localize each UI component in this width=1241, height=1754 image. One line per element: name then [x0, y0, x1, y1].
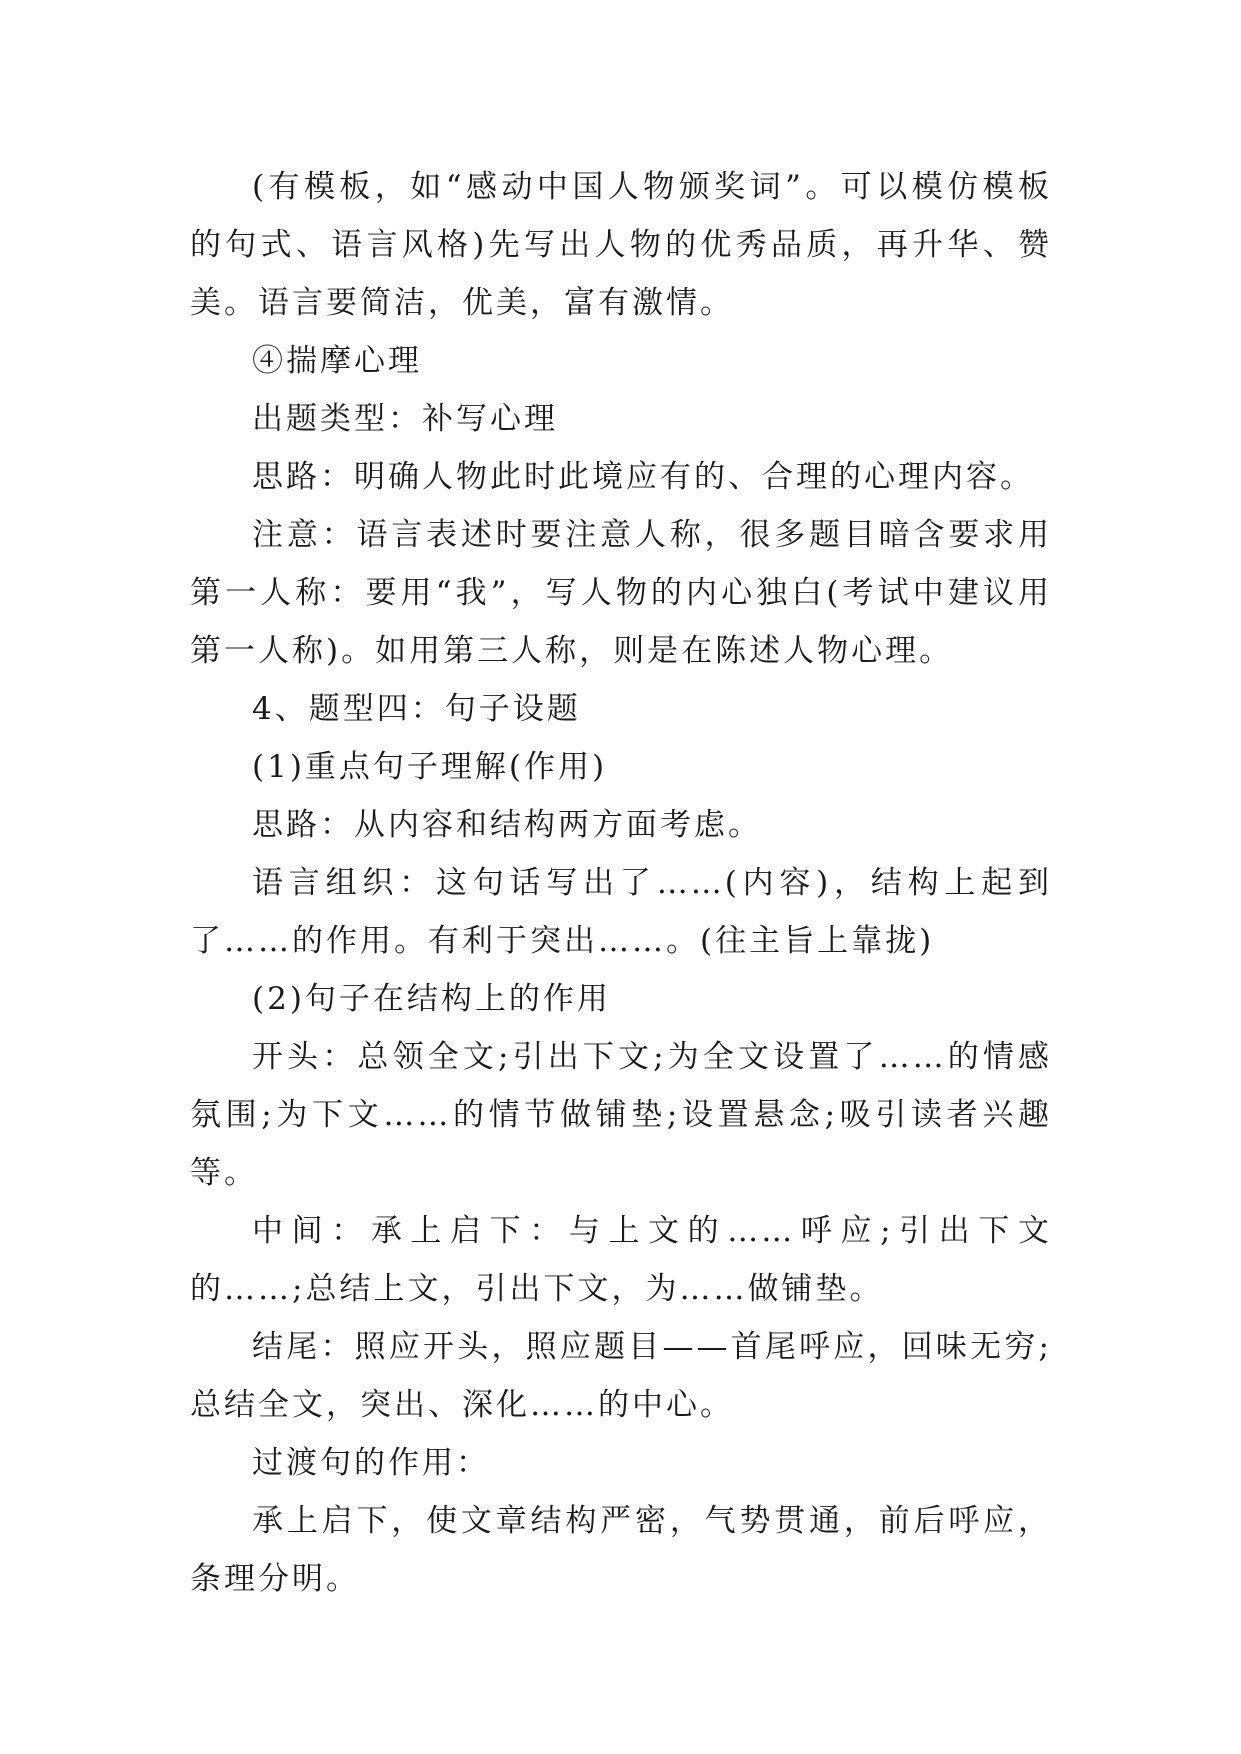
- paragraph-middle: 中间：承上启下：与上文的……呼应;引出下文的……;总结上文，引出下文，为……做铺垫。: [190, 1213, 1052, 1307]
- paragraph-heading-psychology: ④揣摩心理: [252, 343, 422, 379]
- paragraph-question-type: 出题类型：补写心理: [252, 401, 558, 437]
- paragraph-opening: 开头：总领全文;引出下文;为全文设置了……的情感氛围;为下文……的情节做铺垫;设置悬念;吸引读者兴趣等。: [190, 1039, 1052, 1191]
- paragraph-note-person: 注意：语言表述时要注意人称，很多题目暗含要求用第一人称：要用“我”，写人物的内心独白(考试中建议用第一人称)。如用第三人称，则是在陈述人物心理。: [190, 517, 1052, 669]
- paragraph-heading-key-sentence: (1)重点句子理解(作用): [252, 749, 608, 785]
- paragraph-approach: 思路：明确人物此时此境应有的、合理的心理内容。: [252, 459, 1034, 495]
- paragraph-heading-type-four: 4、题型四：句子设题: [252, 691, 581, 727]
- document-body: [190, 158, 1052, 1608]
- paragraph-template-intro: (有模板，如“感动中国人物颁奖词”。可以模仿模板的句式、语言风格)先写出人物的优秀品质，再升华、赞美。语言要简洁，优美，富有激情。: [190, 169, 1052, 321]
- paragraph-transition-role: 承上启下，使文章结构严密，气势贯通，前后呼应，条理分明。: [190, 1503, 1052, 1597]
- paragraph-approach-content-structure: 思路：从内容和结构两方面考虑。: [252, 807, 762, 843]
- paragraph-ending: 结尾：照应开头，照应题目——首尾呼应，回味无穷;总结全文，突出、深化……的中心。: [190, 1329, 1052, 1423]
- paragraph-language-organization: 语言组织：这句话写出了……(内容)，结构上起到了……的作用。有利于突出……。(往主旨上靠拢): [190, 865, 1052, 959]
- paragraph-transition-heading: 过渡句的作用：: [252, 1445, 490, 1481]
- paragraph-heading-structure-role: (2)句子在结构上的作用: [252, 981, 611, 1017]
